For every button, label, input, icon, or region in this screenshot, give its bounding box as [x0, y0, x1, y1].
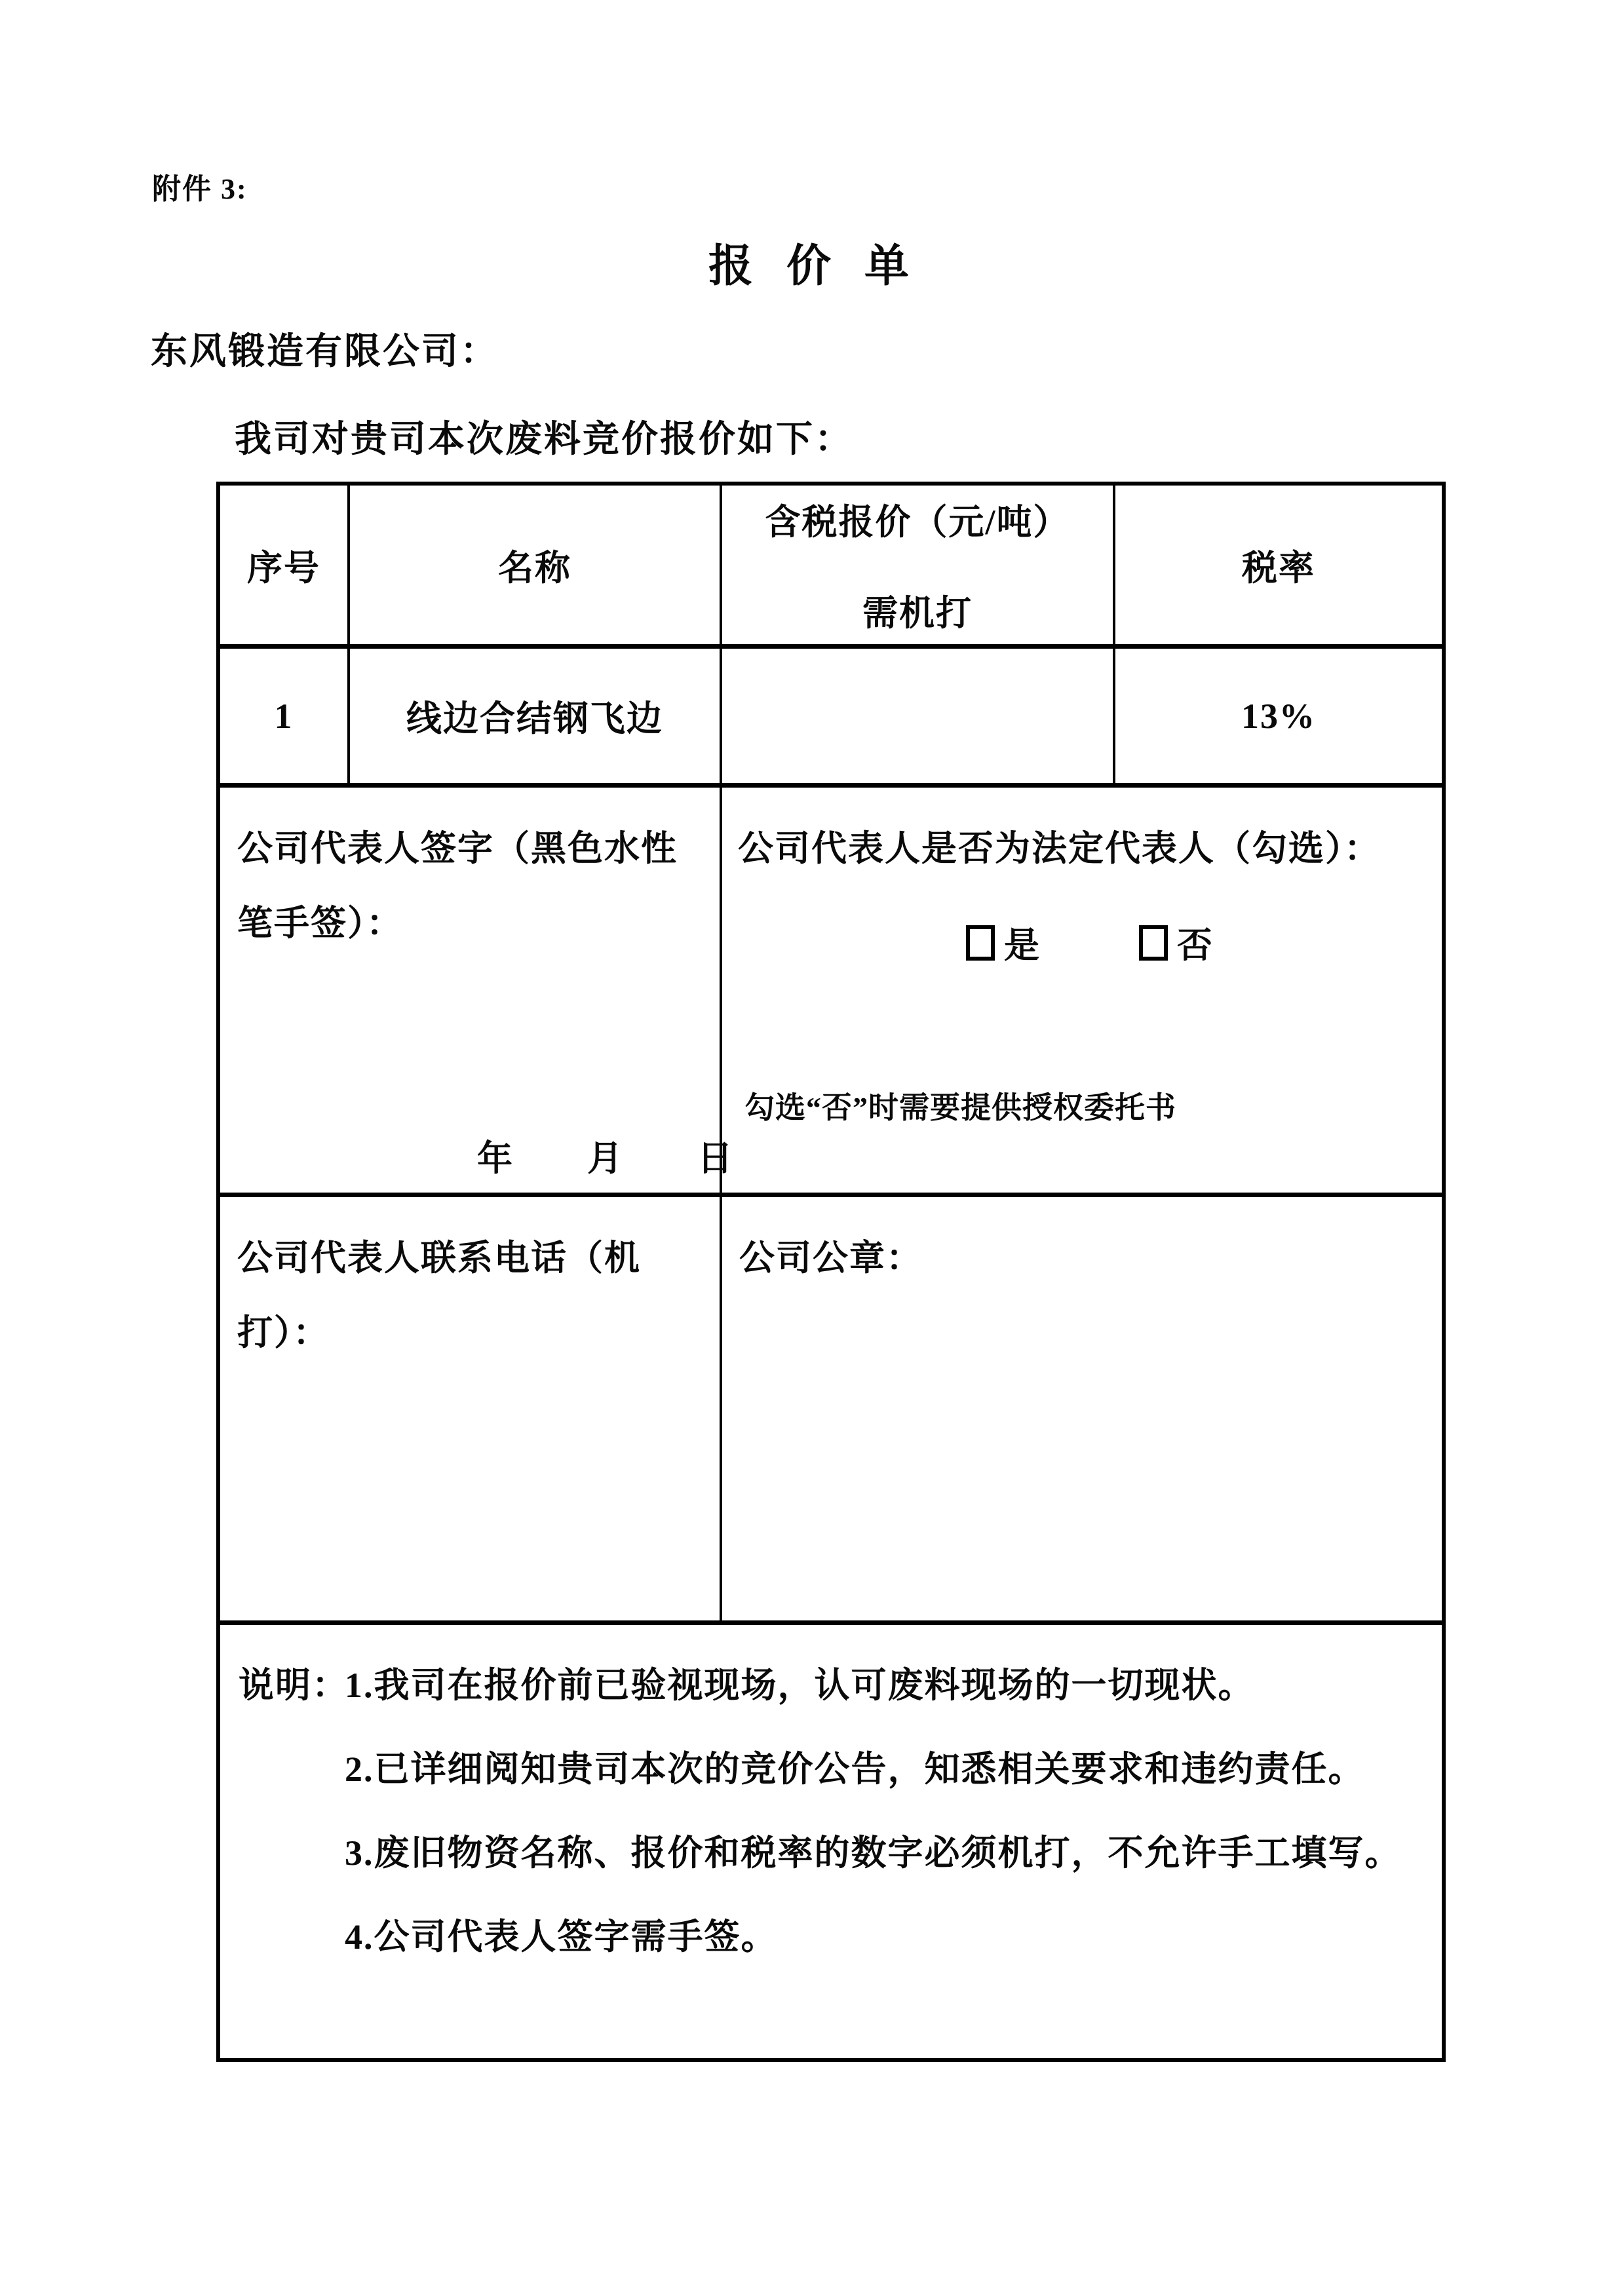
signature-date-line: 年 月 日	[477, 1139, 734, 1178]
seal-label: 公司公章：	[739, 1238, 923, 1278]
checkbox-no-icon[interactable]	[1139, 925, 1168, 961]
row1-name: 线边合结钢飞边	[350, 649, 722, 788]
quotation-table	[216, 482, 1446, 2062]
company-seal-cell	[722, 1197, 1442, 1625]
row1-price-input-cell[interactable]	[722, 649, 1115, 788]
checkbox-yes-icon[interactable]	[966, 925, 995, 961]
legal-rep-yes-option[interactable]	[966, 917, 1041, 968]
row1-tax: 13%	[1115, 649, 1442, 788]
header-col-tax: 税率	[1115, 486, 1442, 649]
header-price-line2: 需机打	[862, 594, 973, 633]
notes-label: 说明：	[239, 1666, 349, 1705]
note-item-2: 2.已详细阅知贵司本次的竞价公告，知悉相关要求和违约责任。	[345, 1750, 1365, 1789]
checkbox-yes-label: 是	[1004, 926, 1041, 965]
header-price-line1: 含税报价（元/吨）	[765, 503, 1070, 542]
intro-line: 我司对贵司本次废料竞价报价如下：	[235, 419, 853, 460]
addressee-line: 东风锻造有限公司：	[151, 332, 499, 372]
signature-label-line1: 公司代表人签字（黑色水性	[237, 829, 678, 868]
phone-label-line2: 打）：	[237, 1313, 330, 1352]
note-item-1: 1.我司在报价前已验视现场，认可废料现场的一切现状。	[345, 1666, 1255, 1705]
legal-rep-no-option[interactable]	[1139, 917, 1214, 968]
signature-label-line2: 笔手签）：	[237, 904, 403, 943]
row1-no: 1	[220, 649, 350, 788]
page-title: 报 价 单	[708, 241, 912, 291]
header-col-name: 名称	[350, 486, 722, 649]
checkbox-no-label: 否	[1177, 926, 1214, 965]
authorization-note: 勾选“否”时需要提供授权委托书	[744, 1091, 1176, 1124]
header-col-price	[722, 486, 1115, 649]
representative-signature-cell	[220, 788, 734, 1197]
representative-phone-cell	[220, 1197, 722, 1625]
legal-representative-cell	[722, 788, 1442, 1197]
header-col-no: 序号	[220, 486, 350, 649]
note-item-4: 4.公司代表人签字需手签。	[345, 1917, 778, 1957]
legal-rep-checkbox-row	[738, 917, 1442, 968]
note-item-3: 3.废旧物资名称、报价和税率的数字必须机打，不允许手工填写。	[345, 1833, 1402, 1873]
attachment-label: 附件 3:	[152, 173, 248, 205]
legal-rep-question: 公司代表人是否为法定代表人（勾选）：	[738, 829, 1381, 868]
phone-label-line1: 公司代表人联系电话（机	[237, 1238, 641, 1278]
notes-cell	[220, 1625, 1442, 2058]
